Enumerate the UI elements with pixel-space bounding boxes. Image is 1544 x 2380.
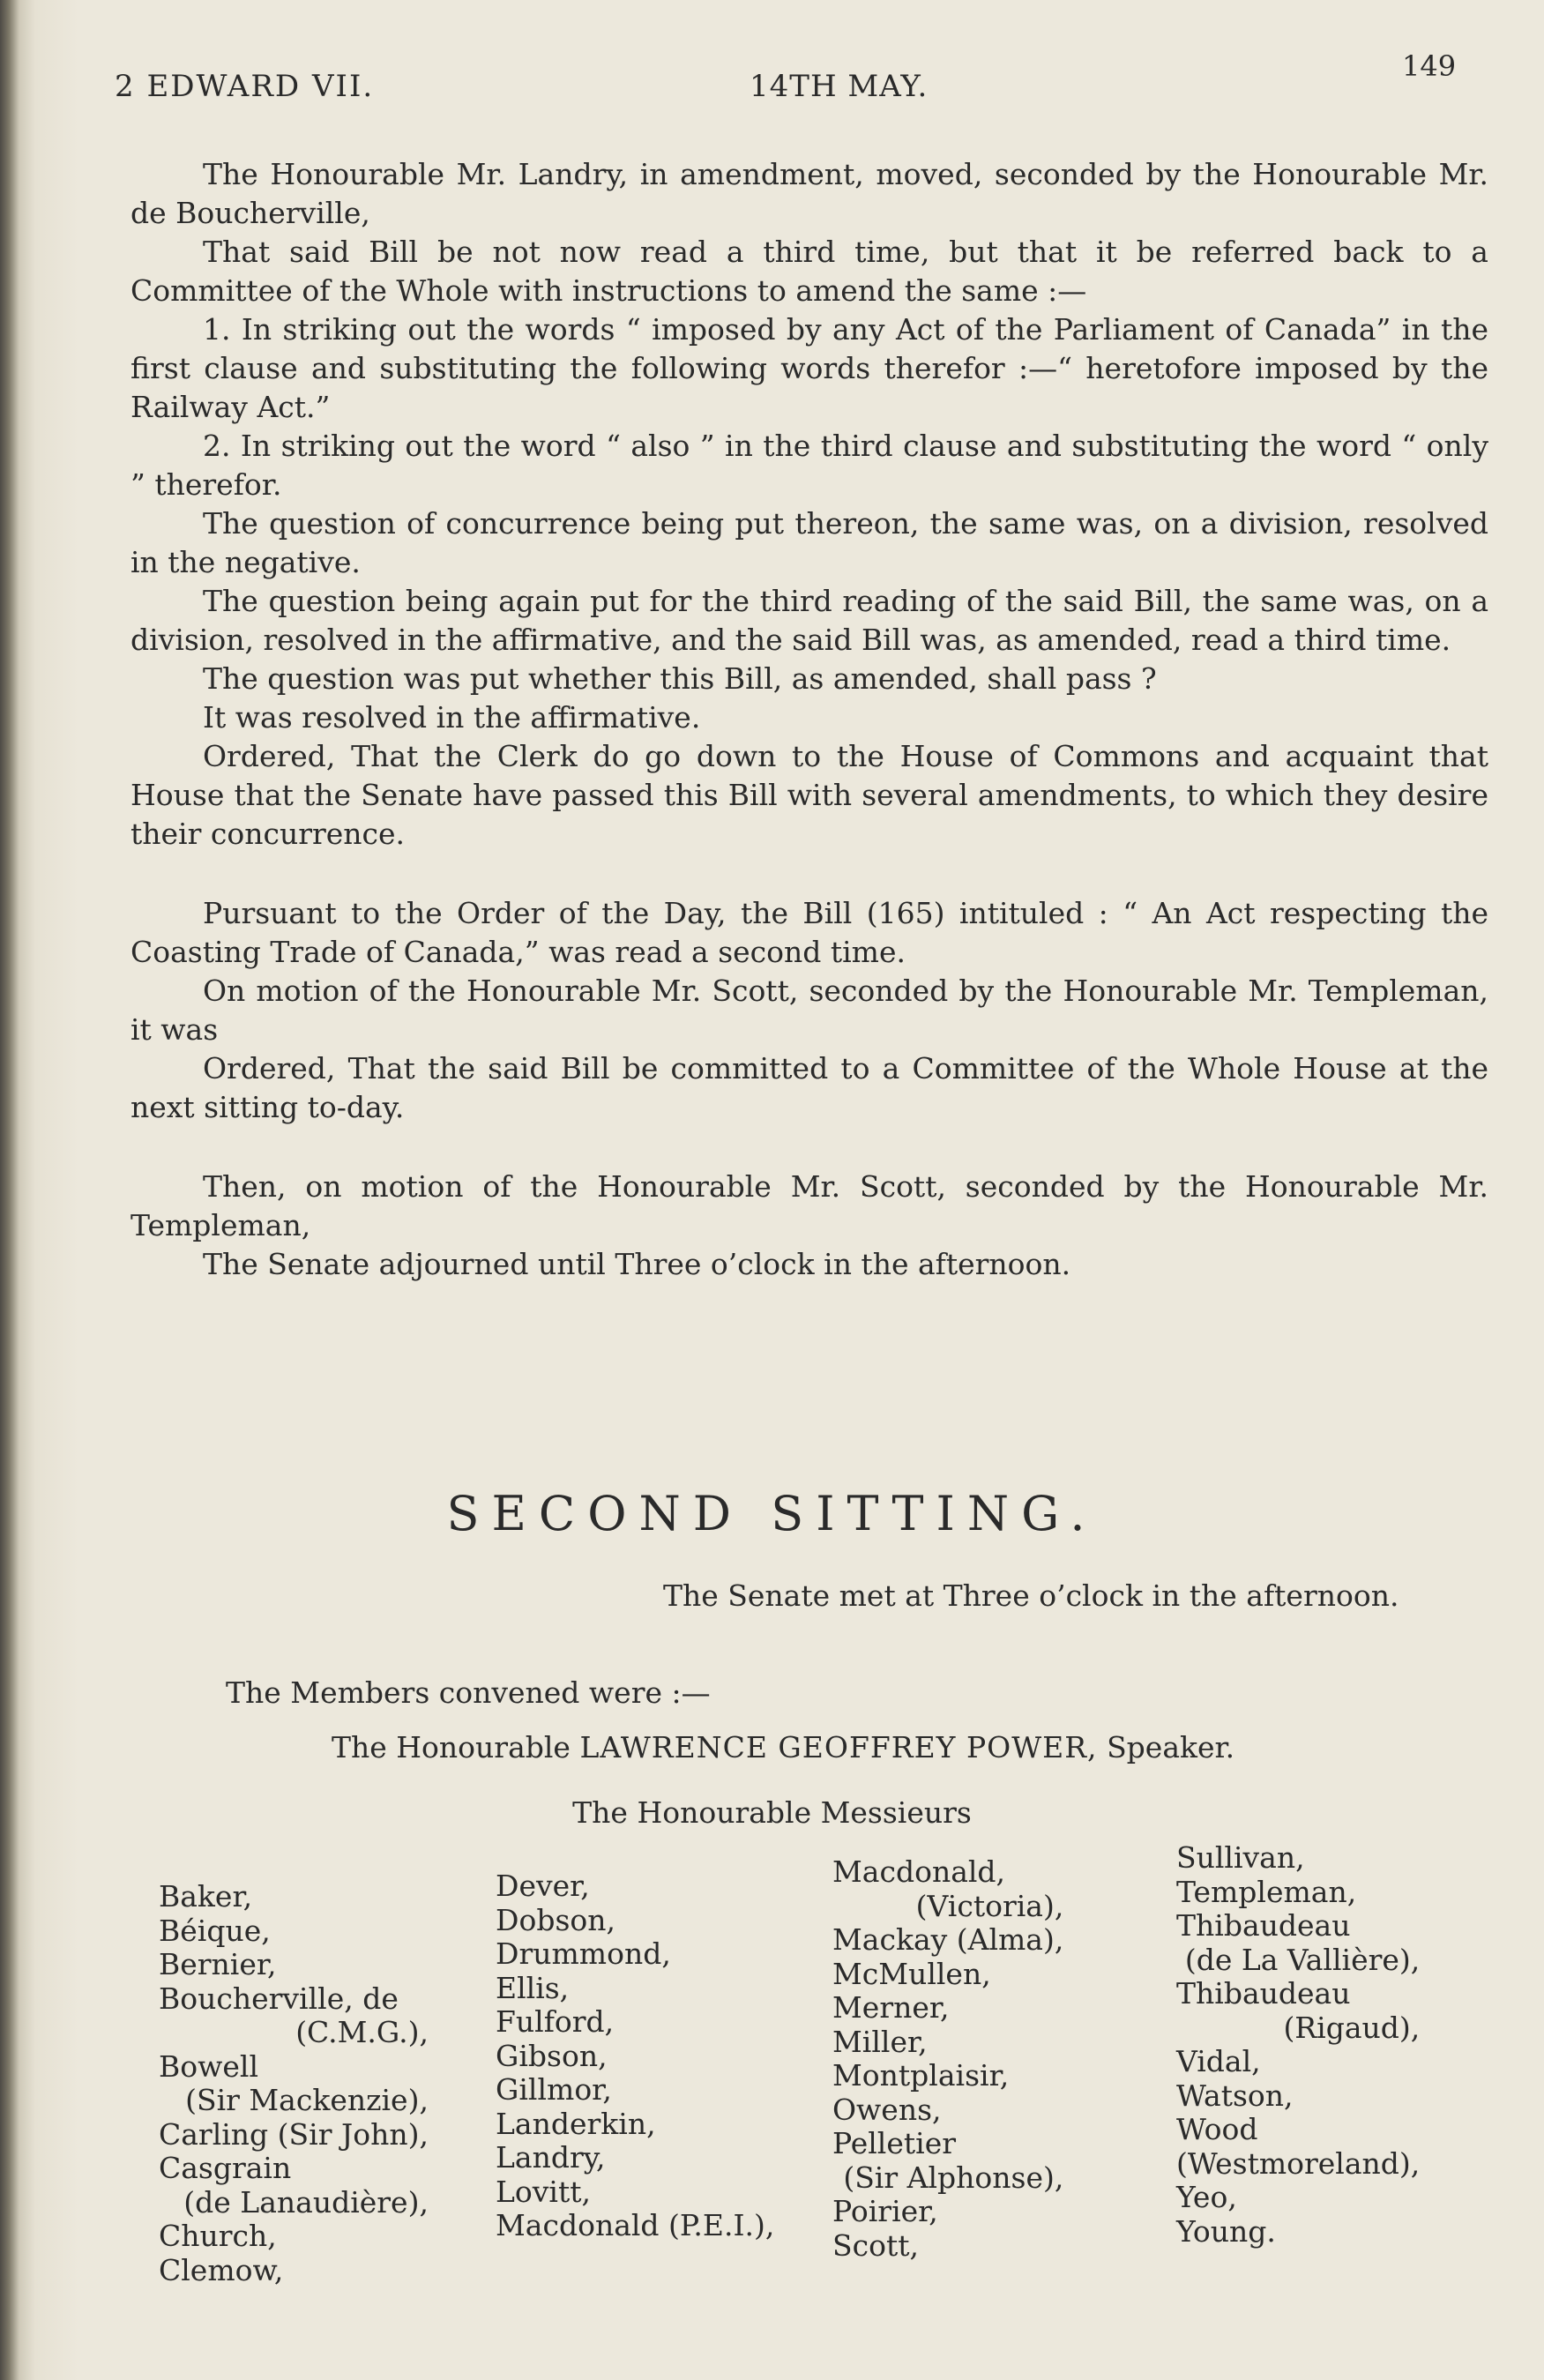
paragraph: Ordered, That the Clerk do go down to the House of Commons and acquaint that House that the Senate have passed this Bill with several amendments, to which they desire their concurrence. [131, 739, 1488, 851]
member-name: (de Lanaudière), [183, 2184, 429, 2220]
member-name: Bernier, [159, 1947, 277, 1981]
member-name: Ellis, [496, 1970, 570, 2005]
member-name: Sullivan, [1176, 1840, 1305, 1875]
paragraph: 1. In striking out the words “ imposed by any Act of the Parliament of Canada” in the first clause and substituting the following words therefor :—“ heretofore imposed by the Railway Act.” [131, 312, 1488, 424]
paragraph: The question was put whether this Bill, as amended, shall pass ? [203, 661, 1157, 696]
paragraph: On motion of the Honourable Mr. Scott, seconded by the Honourable Mr. Templeman, it was [131, 974, 1488, 1047]
member-name: McMullen, [832, 1956, 991, 1991]
member-name: Bowell [159, 2048, 259, 2084]
paragraph: 2. In striking out the word “ also ” in the third clause and substituting the word “ only ” therefor. [131, 429, 1488, 502]
proceedings-text [131, 155, 1488, 1284]
member-name: Church, [159, 2219, 277, 2253]
member-name: Young. [1176, 2213, 1276, 2249]
members-column-3 [832, 1855, 1063, 2263]
section-heading: SECOND SITTING. [446, 1486, 1098, 1541]
member-name: Gillmor, [496, 2072, 612, 2107]
member-name: Owens, [832, 2092, 942, 2127]
paragraph: The question of concurrence being put thereon, the same was, on a division, resolved in the negative. [131, 506, 1488, 579]
member-name: Yeo, [1176, 2180, 1237, 2214]
member-name: Drummond, [496, 1936, 671, 1971]
page-number: 149 [1402, 49, 1457, 83]
member-name: Landerkin, [496, 2106, 656, 2141]
member-name: Miller, [832, 2024, 928, 2059]
member-name: Carling (Sir John), [159, 2116, 429, 2152]
member-name: (Rigaud), [1283, 2010, 1421, 2045]
member-name: Fulford, [496, 2004, 615, 2039]
header-left: 2 EDWARD VII. [115, 69, 375, 104]
paragraph: Ordered, That the said Bill be committed to a Committee of the Whole House at the next sitting to-day. [131, 1051, 1488, 1124]
member-name: (Sir Alphonse), [843, 2160, 1064, 2195]
speaker-line [332, 1730, 1234, 1764]
member-name: Dever, [496, 1869, 590, 1903]
member-name: Macdonald, [832, 1854, 1006, 1889]
member-name: Boucherville, de [159, 1981, 399, 2016]
member-name: (de La Vallière), [1184, 1942, 1421, 1977]
paragraph: That said Bill be not now read a third time, but that it be referred back to a Committee of the Whole with instructions to amend the same :— [131, 235, 1488, 308]
speaker-suffix: Speaker. [1107, 1730, 1235, 1764]
member-name: (C.M.G.), [295, 2015, 429, 2049]
paragraph: The Honourable Mr. Landry, in amendment, moved, seconded by the Honourable Mr. de Boucherville, [131, 157, 1488, 230]
member-name: Gibson, [496, 2038, 608, 2073]
member-name: Merner, [832, 1990, 950, 2025]
member-name: Thibaudeau [1176, 1908, 1351, 1943]
member-name: Watson, [1176, 2078, 1294, 2113]
member-name: (Victoria), [915, 1888, 1064, 1923]
paragraph: The Senate adjourned until Three o’clock in the afternoon. [203, 1247, 1071, 1281]
member-name: Landry, [496, 2140, 606, 2175]
messieurs-heading: The Honourable Messieurs [572, 1795, 972, 1830]
spacer [131, 1127, 1488, 1168]
speaker-prefix: The Honourable [332, 1730, 571, 1764]
convened-line: The Members convened were :— [226, 1675, 711, 1710]
spacer [131, 854, 1488, 894]
speaker-name: LAWRENCE GEOFFREY POWER, [579, 1730, 1098, 1764]
header-date: 14TH MAY. [750, 69, 929, 104]
member-name: Mackay (Alma), [832, 1922, 1064, 1957]
member-name: Macdonald (P.E.I.), [496, 2208, 775, 2242]
members-column-1 [159, 1880, 429, 2287]
member-name: (Sir Mackenzie), [185, 2083, 429, 2117]
members-column-4 [1176, 1841, 1420, 2249]
member-name: Scott, [832, 2227, 919, 2263]
member-name: Lovitt, [496, 2174, 591, 2209]
member-name: Montplaisir, [832, 2058, 1010, 2093]
member-name: Templeman, [1176, 1874, 1357, 1909]
member-name: Poirier, [832, 2194, 938, 2228]
member-name: Clemow, [159, 2252, 284, 2287]
met-statement: The Senate met at Three o’clock in the afternoon. [663, 1578, 1399, 1613]
member-name: Wood [1176, 2112, 1258, 2146]
paragraph: Then, on motion of the Honourable Mr. Scott, seconded by the Honourable Mr. Templeman, [131, 1169, 1488, 1242]
member-name: (Westmoreland), [1176, 2145, 1421, 2181]
member-name: Baker, [159, 1879, 253, 1914]
paragraph: The question being again put for the third reading of the said Bill, the same was, on a division, resolved in the affirmative, and the said Bill was, as amended, read a third time. [131, 584, 1488, 657]
paragraph: Pursuant to the Order of the Day, the Bill (165) intituled : “ An Act respecting the Coasting Trade of Canada,” was read a second time. [131, 896, 1488, 969]
member-name: Casgrain [159, 2151, 292, 2185]
members-column-2 [496, 1869, 774, 2243]
paragraph: It was resolved in the affirmative. [203, 700, 701, 735]
member-name: Béique, [159, 1913, 271, 1948]
member-name: Pelletier [832, 2126, 957, 2160]
member-name: Dobson, [496, 1902, 615, 1937]
member-name: Vidal, [1176, 2044, 1261, 2078]
member-name: Thibaudeau [1176, 1976, 1351, 2011]
running-header [0, 49, 1544, 122]
